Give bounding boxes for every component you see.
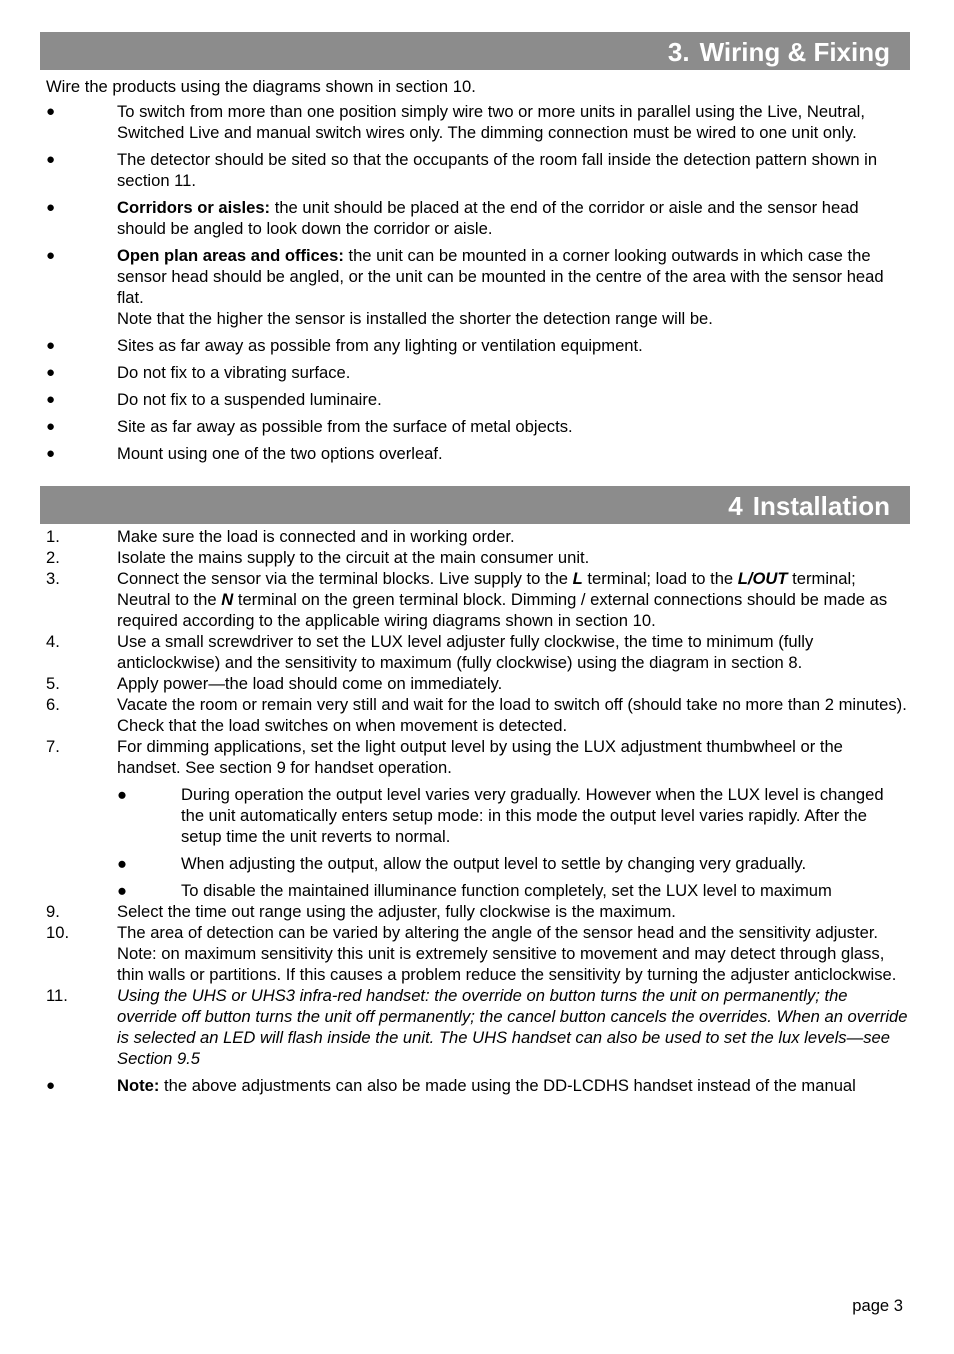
step-item [40,568,910,631]
bullet-icon: ● [46,445,56,462]
sub-list-item-text: During operation the output level varies very gradually. However when the LUX level is changed the unit automatically enters setup mode: in this mode the output level varies rapidly. After the setup time the unit reverts to normal. [181,785,884,846]
sub-list-item [111,880,910,901]
list-item-heading: Corridors or aisles: [117,198,271,217]
terminal-label-l: L [572,569,583,588]
bullet-icon: ● [117,854,128,873]
step-number: 11. [46,986,68,1005]
step-item [40,526,910,547]
bullet-icon: ● [46,418,56,435]
step-number: 9. [46,902,60,921]
list-item [40,245,910,329]
step-text: terminal; load to the [582,569,738,588]
sub-list-item-text: To disable the maintained illuminance function completely, set the LUX level to maximum [181,881,832,900]
list-item-text: The detector should be sited so that the occupants of the room fall inside the detection pattern shown in section 11. [117,150,878,190]
list-item [40,389,910,410]
list-item-text: Sites as far away as possible from any lighting or ventilation equipment. [117,336,643,355]
step-text: Using the UHS or UHS3 infra-red handset: the override on button turns the unit on permanently; the override off button turns the unit off permanently; the cancel button cancels the overrides. When an override is selected an LED will flash inside the unit. The UHS handset can also be used to set the lux levels—see Section 9.5 [117,986,908,1068]
step-number: 4. [46,632,60,651]
bullet-icon: ● [46,391,56,408]
list-item [40,362,910,383]
bullet-icon: ● [46,103,56,120]
note-text: the above adjustments can also be made using the DD-LCDHS handset instead of the manual [159,1076,856,1095]
step-text: Apply power—the load should come on immediately. [117,674,503,693]
step-text: Isolate the mains supply to the circuit at the main consumer unit. [117,548,590,567]
list-item-text: Do not fix to a suspended luminaire. [117,390,382,409]
step-item [40,736,910,778]
sub-list-item [111,853,910,874]
section-4-header [40,486,910,524]
step-text: The area of detection can be varied by altering the angle of the sensor head and the sensitivity adjuster. Note: on maximum sensitivity this unit is extremely sensitive to movement and may detect through glass, thin walls or partitions. If this causes a problem reduce the sensitivity by turning the adjuster anticlockwise. [117,923,897,984]
terminal-label-lout: L/OUT [737,569,788,588]
list-item [40,197,910,239]
bullet-icon: ● [117,785,128,804]
list-item-text: To switch from more than one position simply wire two or more units in parallel using the Live, Neutral, Switched Live and manual switch wires only. The dimming connection must be wired to one unit only. [117,102,865,142]
bullet-icon: ● [46,1077,56,1094]
bullet-icon: ● [46,151,56,168]
bullet-icon: ● [46,364,56,381]
step-text: For dimming applications, set the light output level by using the LUX adjustment thumbwheel or the handset. See section 9 for handset operation. [117,737,843,777]
page-number: page 3 [852,1296,903,1315]
list-item [40,443,910,464]
note-label: Note: [117,1076,160,1095]
section-4-title: Installation [752,491,890,521]
step-text: Make sure the load is connected and in working order. [117,527,515,546]
bullet-icon: ● [46,247,56,264]
list-item-text: the unit can be mounted in a corner looking outwards in which case the sensor head should be angled, or the unit can be mounted in the centre of the area with the sensor head flat. [117,246,884,307]
step-number: 6. [46,695,60,714]
step-item [40,547,910,568]
step-text: Use a small screwdriver to set the LUX level adjuster fully clockwise, the time to minimum (fully anticlockwise) and the sensitivity to maximum (fully clockwise) using the diagram in section 8. [117,632,814,672]
list-item [40,101,910,143]
step-number: 1. [46,527,60,546]
list-item-note: Note that the higher the sensor is installed the shorter the detection range will be. [117,309,713,328]
terminal-label-n: N [221,590,234,609]
step-item [40,631,910,673]
bullet-icon: ● [46,199,56,216]
step-item [40,901,910,922]
step-item [40,694,910,736]
list-item-heading: Open plan areas and offices: [117,246,344,265]
section-3-header [40,32,910,70]
bullet-icon: ● [46,337,56,354]
page-content [40,32,910,1102]
step-item [40,673,910,694]
section-3-title: Wiring & Fixing [699,37,890,67]
list-item-text: the unit should be placed at the end of the corridor or aisle and the sensor head should be angled to look down the corridor or aisle. [117,198,859,238]
step-item [40,922,910,985]
section-4-steps [40,526,910,1096]
step-number: 5. [46,674,60,693]
bullet-icon: ● [117,881,128,900]
section-3-bullets [40,101,910,464]
step-text: Vacate the room or remain very still and wait for the load to switch off (should take no more than 2 minutes). [117,695,907,714]
list-item-text: Do not fix to a vibrating surface. [117,363,351,382]
step-item [40,985,910,1069]
list-item [40,416,910,437]
step-text: terminal; Neutral to the [117,569,856,609]
sub-list-item [111,784,910,847]
step-number: 10. [46,923,70,942]
step-note: Check that the load switches on when movement is detected. [117,716,568,735]
list-item-text: Mount using one of the two options overleaf. [117,444,443,463]
list-item [40,149,910,191]
sub-list-item-text: When adjusting the output, allow the output level to settle by changing very gradually. [181,854,807,873]
step-number: 3. [46,569,60,588]
section-3-number: 3. [667,37,690,67]
section-3-intro: Wire the products using the diagrams shown in section 10. [46,77,476,96]
step-number: 7. [46,737,60,756]
list-item-text: Site as far away as possible from the surface of metal objects. [117,417,573,436]
step-text: Connect the sensor via the terminal blocks. Live supply to the [117,569,573,588]
section-4-number: 4 [728,491,743,521]
step-text: terminal on the green terminal block. Dimming / external connections should be made as required according to the applicable wiring diagrams shown in section 10. [117,590,888,630]
note-item [40,1075,910,1096]
step-number: 2. [46,548,60,567]
list-item [40,335,910,356]
step-text: Select the time out range using the adjuster, fully clockwise is the maximum. [117,902,676,921]
